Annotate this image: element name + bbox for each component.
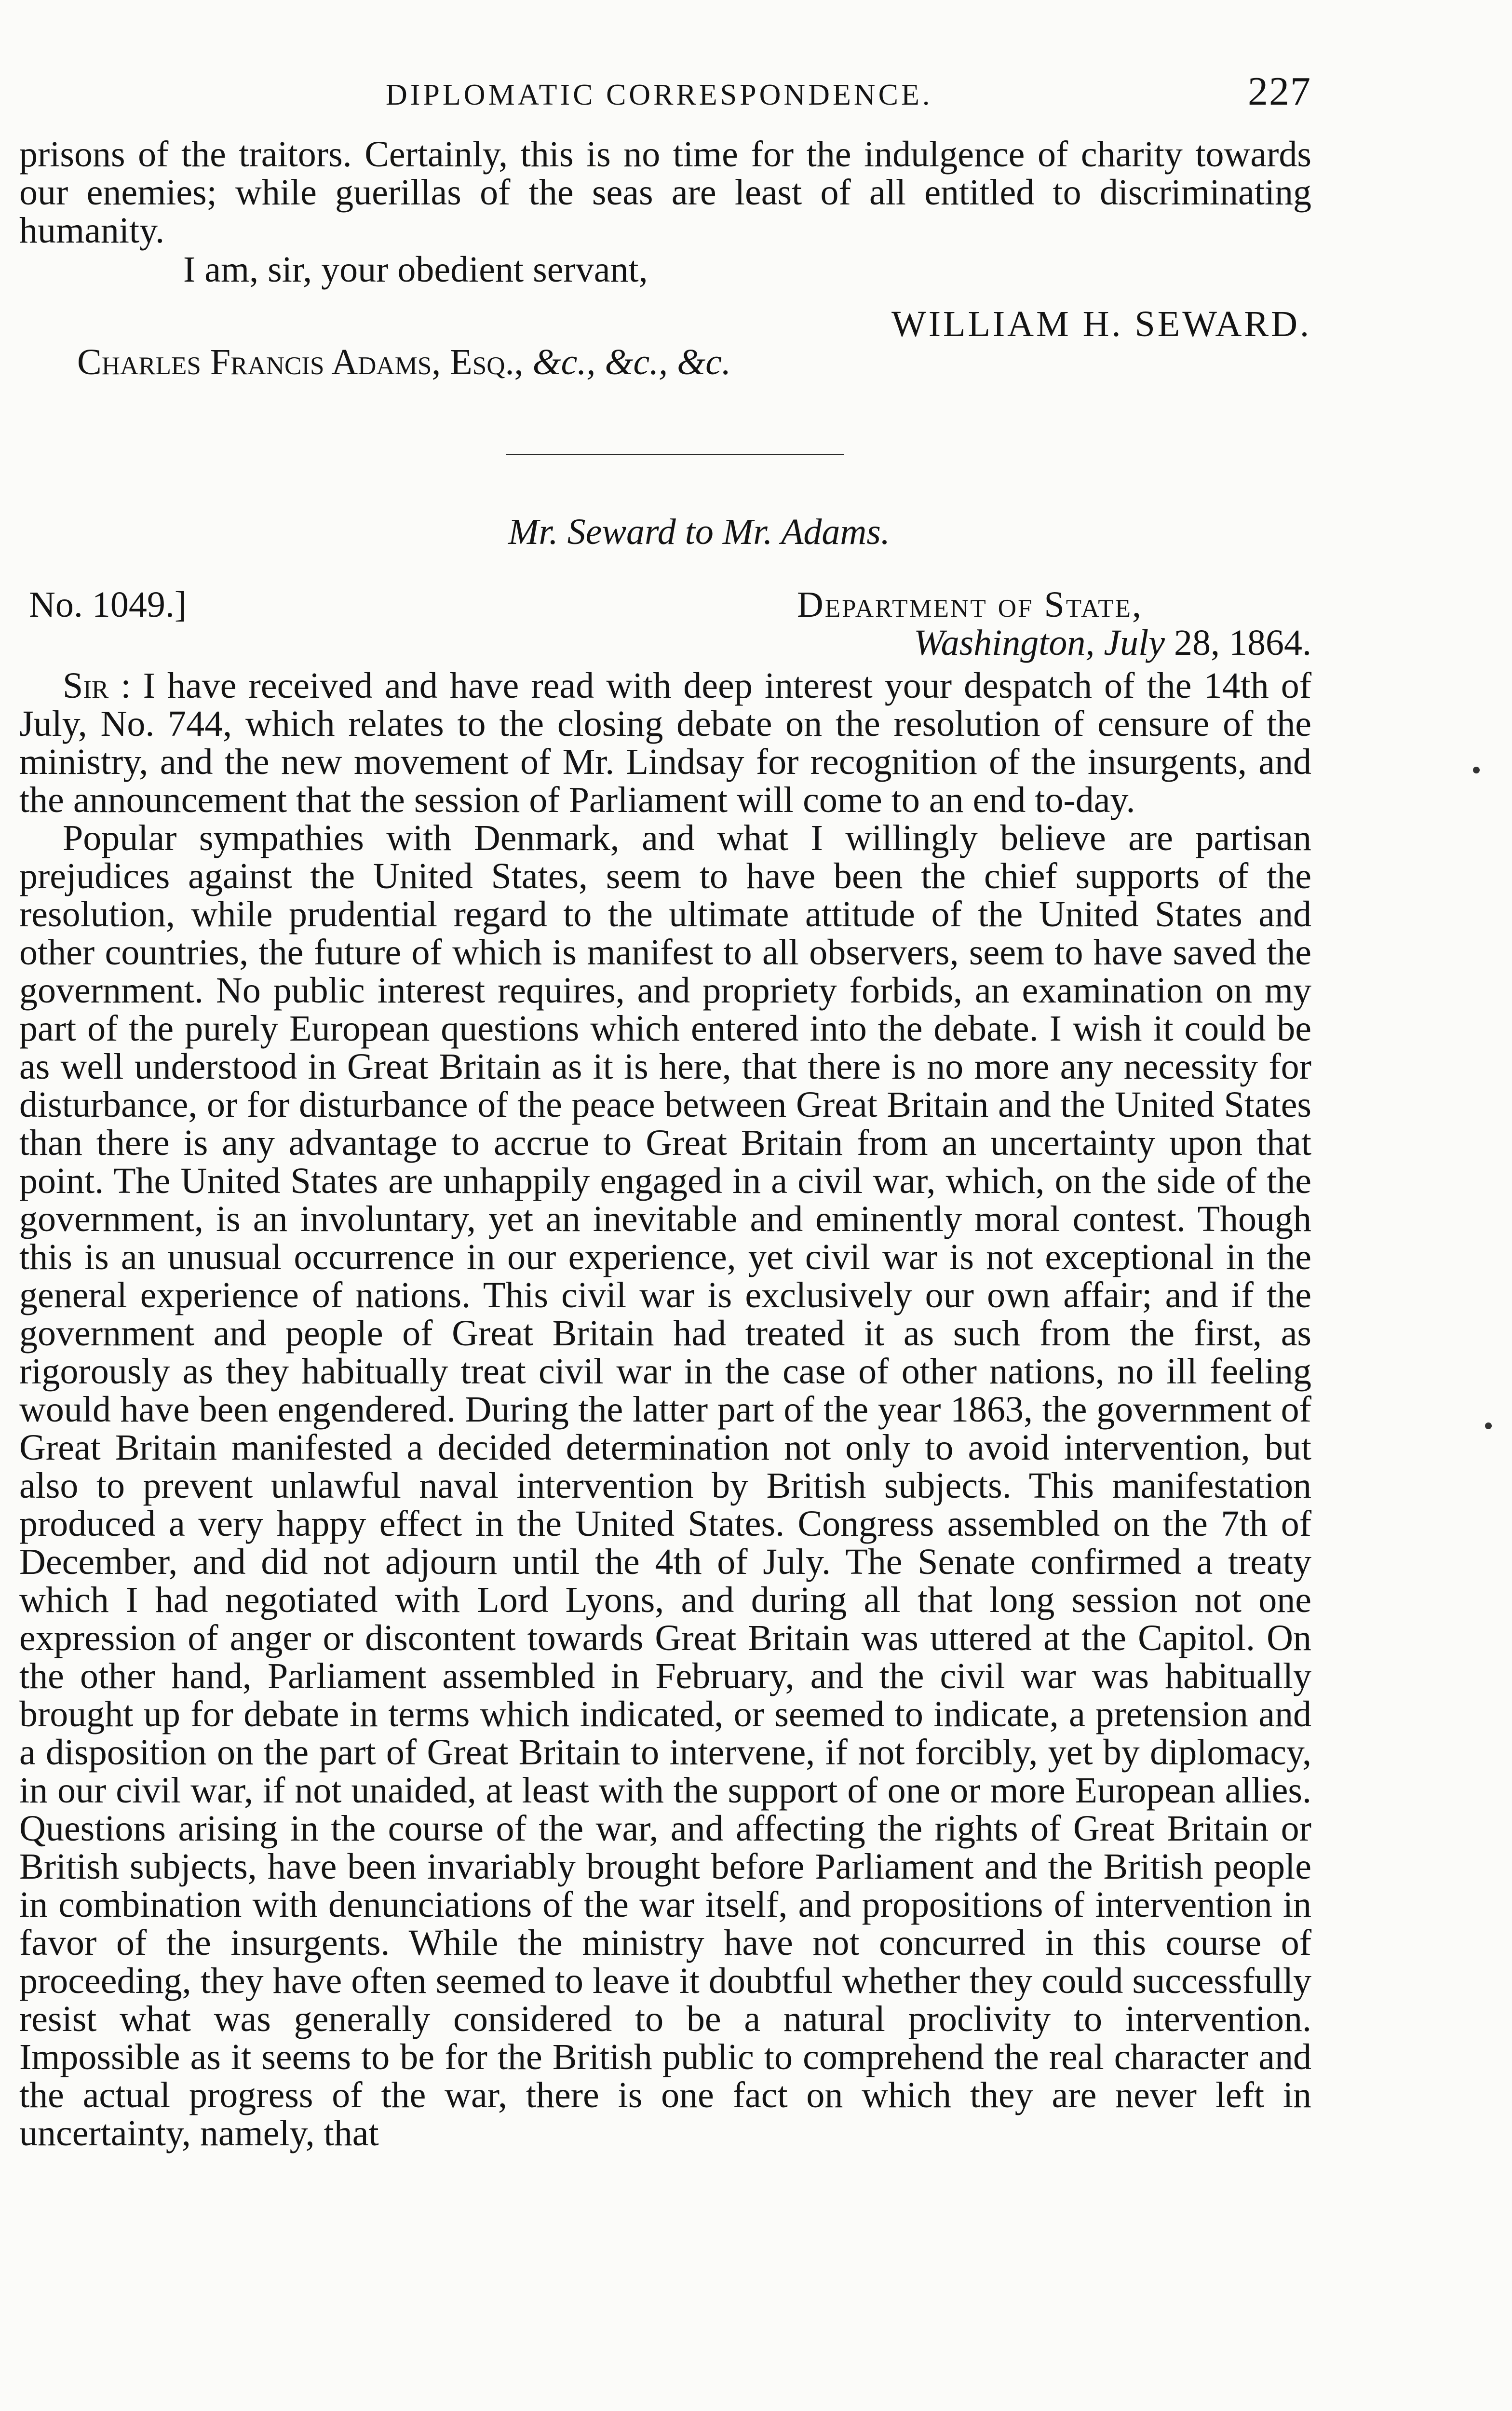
despatch-number: No. 1049.] xyxy=(29,584,187,625)
margin-speck xyxy=(1473,767,1480,773)
addressee-name: Charles Francis Adams, Esq., xyxy=(77,342,524,382)
page-header xyxy=(386,69,1311,114)
salutation: Sir : xyxy=(63,665,131,706)
dateline xyxy=(19,624,1311,662)
body-paragraph-1 xyxy=(19,667,1311,819)
addressee xyxy=(77,343,1311,381)
dateline-place: Washington, xyxy=(914,623,1095,663)
running-title: DIPLOMATIC CORRESPONDENCE. xyxy=(386,79,933,111)
letter-meta xyxy=(29,586,1311,624)
letter-heading: Mr. Seward to Mr. Adams. xyxy=(508,512,890,552)
page-number: 227 xyxy=(1248,69,1311,114)
margin-speck xyxy=(1485,1422,1492,1429)
dateline-day-year: 28, 1864. xyxy=(1174,623,1311,663)
addressee-etc: &c., &c., &c. xyxy=(532,342,731,382)
section-divider xyxy=(506,454,844,455)
paragraph-1-text: I have received and have read with deep interest your despatch of the 14th of July, No. 744, which relates to the closing debate on the resolution of censure of the ministry, and the new movement of Mr. Lindsay for recognition of the insurgents, and the announcement that the session of Parliament will come to an end to-day. xyxy=(19,665,1311,820)
department: Department of State, xyxy=(796,584,1143,625)
previous-letter-continuation: prisons of the traitors. Certainly, this is no time for the indulgence of charity towards our enemies; while guerillas of the seas are least of all entitled to discriminating humanity. xyxy=(19,134,1311,251)
dateline-month: July xyxy=(1104,623,1165,663)
document-page xyxy=(19,69,1311,2154)
signature: WILLIAM H. SEWARD. xyxy=(891,304,1311,344)
body-paragraph-2: Popular sympathies with Denmark, and what I willingly believe are partisan prejudices against the United States, seem to have been the chief supports of the resolution, while prudential regard to the ultimate attitude of the United States and other countries, the future of which is manifest to all observers, seem to have saved the government. No public interest requires, and propriety forbids, an examination on my part of the purely European questions which entered into the debate. I wish it could be as well understood in Great Britain as it is here, that there is no more any necessity for disturbance, or for disturbance of the peace between Great Britain and the United States than there is any advantage to accrue to Great Britain from an uncertainty upon that point. The United States are unhappily engaged in a civil war, which, on the side of the government, is an involuntary, yet an inevitable and eminently moral contest. Though this is an unusual occurrence in our experience, yet civil war is not exceptional in the general experience of nations. This civil war is exclusively our own affair; and if the government and people of Great Britain had treated it as such from the first, as rigorously as they habitually treat civil war in the case of other nations, no ill feeling would have been engendered. During the latter part of the year 1863, the government of Great Britain manifested a decided determination not only to avoid intervention, but also to prevent unlawful naval intervention by British subjects. This manifestation produced a very happy effect in the United States. Congress assembled on the 7th of December, and did not adjourn until the 4th of July. The Senate confirmed a treaty which I had negotiated with Lord Lyons, and during all that long session not one expression of anger or discontent towards Great Britain was uttered at the Capitol. On the other hand, Parliament assembled in February, and the civil war was habitually brought up for debate in terms which indicated, or seemed to indicate, a pretension and a disposition on the part of Great Britain to intervene, if not forcibly, yet by diplomacy, in our civil war, if not unaided, at least with the support of one or more European allies. Questions arising in the course of the war, and affecting the rights of Great Britain or British subjects, have been invariably brought before Parliament and the British people in combination with denunciations of the war itself, and propositions of intervention in favor of the insurgents. While the ministry have not concurred in this course of proceeding, they have often seemed to leave it doubtful whether they could successfully resist what was generally considered to be a natural proclivity to intervention. Impossible as it seems to be for the British public to comprehend the real character and the actual progress of the war, there is one fact on which they are never left in uncertainty, namely, that xyxy=(19,818,1311,2154)
letter-closing: I am, sir, your obedient servant, xyxy=(183,249,648,290)
